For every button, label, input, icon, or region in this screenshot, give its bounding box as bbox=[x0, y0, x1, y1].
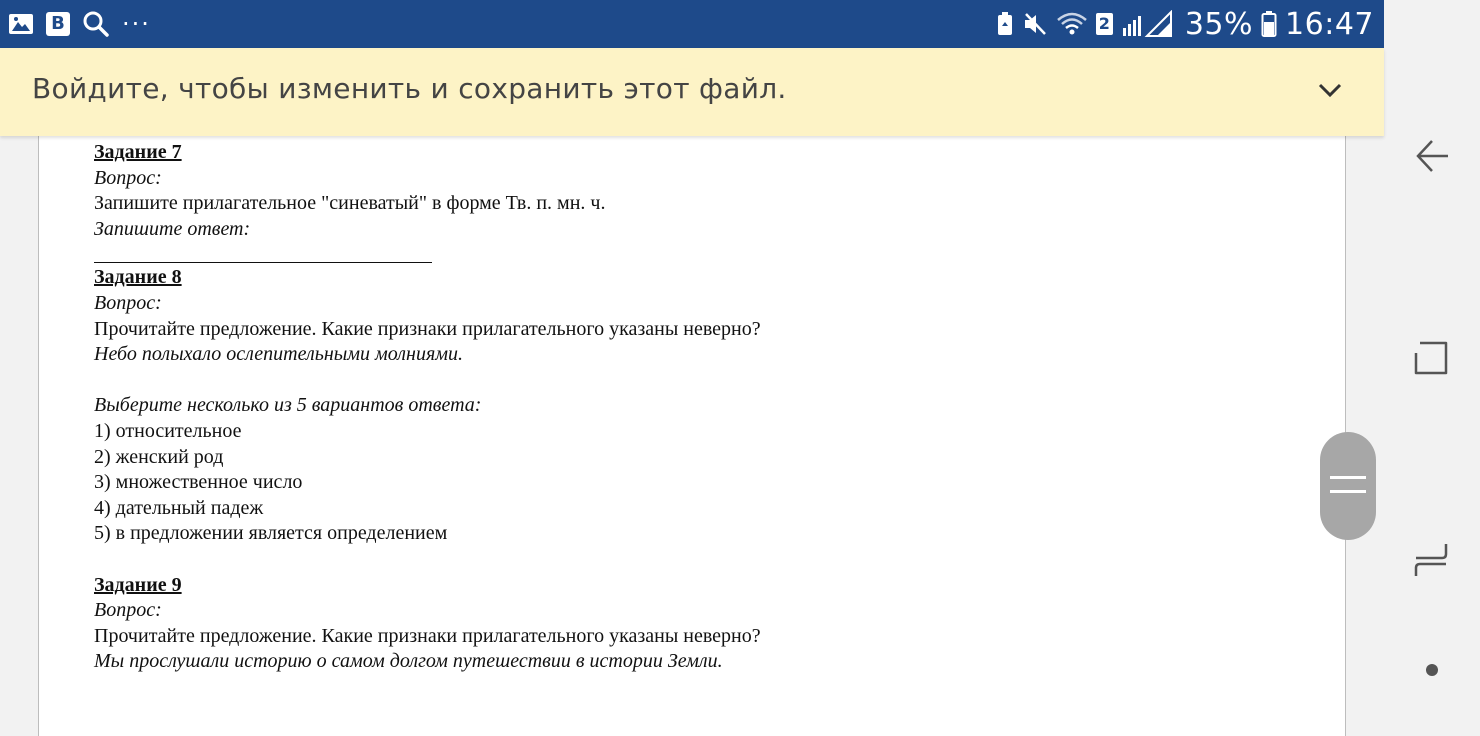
scroll-handle-grip bbox=[1330, 476, 1366, 479]
task-8-choose-label: Выберите несколько из 5 вариантов ответа: bbox=[94, 394, 482, 417]
scroll-handle-grip bbox=[1330, 490, 1366, 493]
task-7-question-label: Вопрос: bbox=[94, 166, 162, 189]
task-8-option-2: 2) женский род bbox=[94, 445, 224, 468]
task-8-option-3: 3) множественное число bbox=[94, 471, 303, 494]
document-content bbox=[94, 140, 1274, 675]
task-7-question: Запишите прилагательное "синеватый" в форме Тв. п. мн. ч. bbox=[94, 192, 606, 215]
task-7-heading: Задание 7 bbox=[94, 141, 182, 163]
scroll-handle[interactable] bbox=[1320, 432, 1376, 540]
task-9-sentence: Мы прослушали историю о самом долгом путешествии в истории Земли. bbox=[94, 650, 723, 673]
sign-in-message: Войдите, чтобы изменить и сохранить этот файл. bbox=[32, 72, 787, 105]
task-8-option-5: 5) в предложении является определением bbox=[94, 522, 448, 545]
gallery-icon bbox=[8, 12, 34, 36]
task-8-option-1: 1) относительное bbox=[94, 419, 242, 442]
task-7-answer-label: Запишите ответ: bbox=[94, 217, 251, 240]
home-square-icon bbox=[1414, 339, 1450, 377]
spacer bbox=[94, 547, 1274, 573]
spacer bbox=[94, 368, 1274, 394]
recent-apps-icon bbox=[1414, 540, 1450, 580]
clock: 16:47 bbox=[1285, 6, 1374, 42]
status-bar-left bbox=[8, 8, 163, 40]
more-icon: ··· bbox=[122, 10, 151, 38]
answer-line bbox=[94, 262, 432, 263]
vk-icon: В bbox=[46, 12, 70, 36]
task-8-question-label: Вопрос: bbox=[94, 291, 162, 314]
task-9-heading: Задание 9 bbox=[94, 573, 182, 596]
nav-hide-dot[interactable] bbox=[1412, 650, 1452, 690]
task-8-option-4: 4) дательный падеж bbox=[94, 496, 264, 519]
recent-apps-button[interactable] bbox=[1412, 540, 1452, 580]
back-arrow-icon bbox=[1414, 136, 1450, 176]
task-8-heading: Задание 8 bbox=[94, 266, 182, 289]
home-button[interactable] bbox=[1412, 338, 1452, 378]
signal-icon bbox=[1121, 10, 1177, 38]
battery-saver-icon bbox=[996, 11, 1014, 37]
back-button[interactable] bbox=[1412, 136, 1452, 176]
document-page[interactable] bbox=[38, 136, 1346, 736]
battery-icon bbox=[1261, 10, 1277, 38]
sim-icon: 2 bbox=[1096, 13, 1113, 35]
document-viewer[interactable] bbox=[0, 136, 1384, 720]
task-8-sentence: Небо полыхало ослепительными молниями. bbox=[94, 343, 464, 366]
battery-percent: 35% bbox=[1184, 6, 1254, 42]
task-9-question-label: Вопрос: bbox=[94, 599, 162, 622]
dot-icon bbox=[1424, 662, 1440, 678]
task-9-question: Прочитайте предложение. Какие признаки прилагательного указаны неверно? bbox=[94, 624, 761, 647]
wifi-icon bbox=[1056, 11, 1088, 37]
mute-icon bbox=[1022, 11, 1048, 37]
status-bar-right bbox=[988, 0, 1374, 48]
task-8-question: Прочитайте предложение. Какие признаки прилагательного указаны неверно? bbox=[94, 317, 761, 340]
sign-in-banner[interactable] bbox=[0, 48, 1384, 136]
status-bar bbox=[0, 0, 1384, 48]
search-icon bbox=[82, 10, 110, 38]
navigation-bar bbox=[1384, 0, 1480, 720]
chevron-down-icon[interactable] bbox=[1316, 80, 1344, 105]
